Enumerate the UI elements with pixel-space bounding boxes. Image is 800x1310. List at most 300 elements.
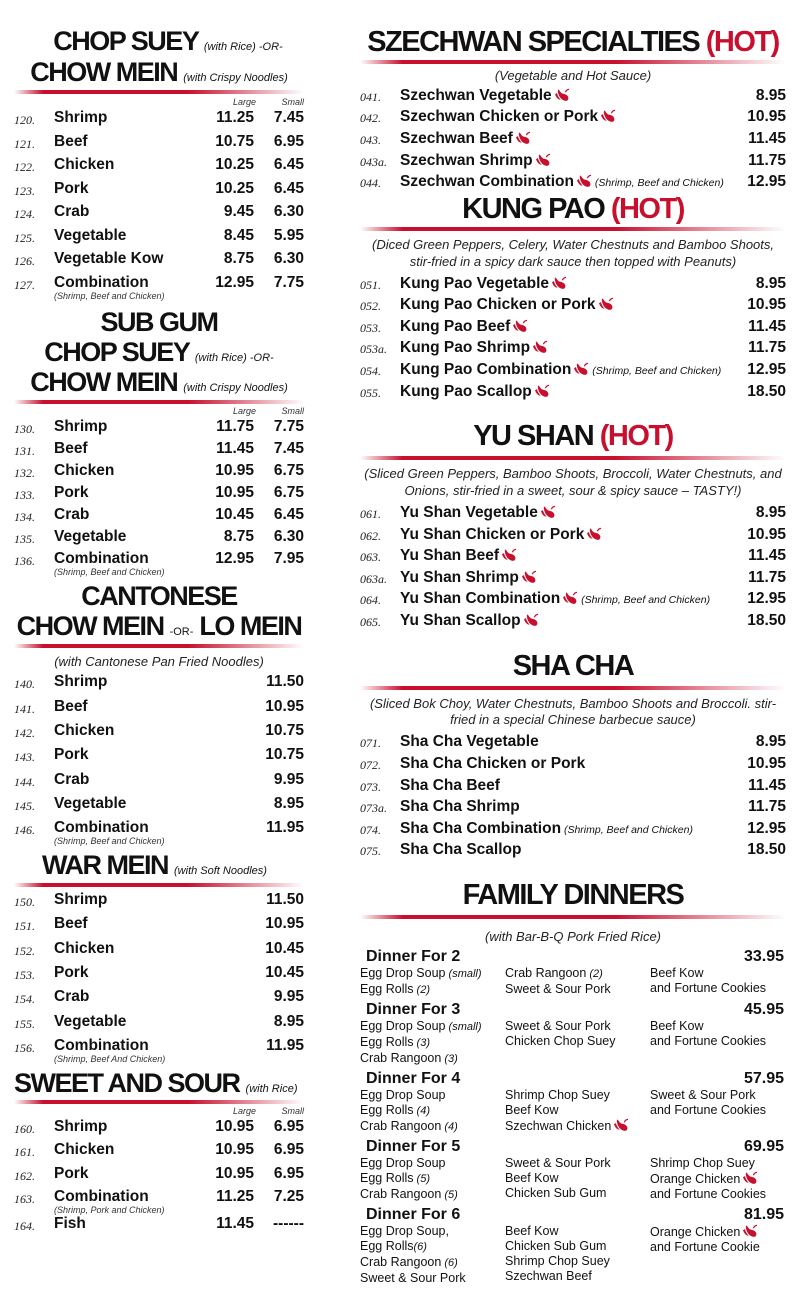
dinner-item-text: Shrimp Chop Suey [505,1253,610,1268]
item-number: 162. [14,1168,35,1183]
dinner-item-text: and Fortune Cookies [650,1102,767,1117]
sweet-sour-title: SWEET AND SOUR [14,1067,240,1098]
szechwan-title: SZECHWAN SPECIALTIES [367,26,700,58]
large-price: 10.95 [215,1117,254,1135]
item-number: 164. [14,1219,35,1234]
dinner-item [650,1187,786,1202]
menu-item-row [14,133,304,157]
item-number: 075. [360,844,381,859]
menu-item-row [360,296,786,318]
dinner-item-text: and Fortune Cookies [650,980,767,995]
item-number: 041. [360,89,381,104]
item-price: 11.75 [748,798,786,816]
dinner-column [650,966,786,998]
item-name-text: Combination [54,1036,149,1054]
item-name-text: Yu Shan Shrimp [400,568,519,586]
item-name-text: Pork [54,964,89,982]
dinner-item-text: Shrimp Chop Suey [505,1087,610,1102]
item-price: 18.50 [747,382,786,400]
menu-item-row [360,755,786,777]
item-price: 8.95 [273,1012,304,1030]
item-name [54,484,198,502]
item-name [400,733,730,751]
menu-item-row [14,528,304,550]
small-price: 7.95 [273,549,304,567]
sweet-sour-note: (with Rice) [245,1082,298,1095]
dinner-item: Egg Drop Soup (small) [360,1018,482,1033]
item-name [54,1165,198,1183]
item-name-text: Kung Pao Vegetable [400,274,550,292]
menu-item-row [14,180,304,204]
dinner-name: Dinner For 6 [366,1205,461,1223]
large-price: 11.75 [216,417,254,435]
dinner-price: 81.95 [743,1205,784,1223]
item-name [54,722,248,740]
item-name-text: Sha Cha Chicken or Pork [400,754,586,772]
item-number: 140. [14,677,35,692]
dinner-header [360,1070,786,1088]
family-dinner [360,1206,786,1286]
small-price: 7.45 [273,109,304,126]
menu-item-row [14,891,304,915]
menu-item-row [14,722,304,746]
dinner-item: Crab Rangoon (3) [360,1050,458,1065]
dinner-name: Dinner For 4 [366,1069,461,1087]
dinner-item-text: Egg Drop Soup [360,1155,446,1170]
item-price: 10.45 [265,964,304,982]
item-price: 8.95 [755,503,786,521]
item-number: 065. [360,614,381,629]
small-price: ------ [273,1215,304,1233]
family-dinner [360,1138,786,1203]
dinner-header [360,948,786,966]
dinner-item: Egg Drop Soup (small) [360,965,482,980]
menu-item-row [360,504,786,526]
item-name [400,798,730,816]
item-number: 131. [14,443,35,458]
large-price: 10.95 [215,461,254,479]
sha-cha-title: SHA CHA [512,649,634,682]
item-number: 133. [14,487,35,502]
item-number: 063a. [360,571,387,586]
small-price: 6.30 [273,203,304,220]
dinner-item-text: Chicken Chop Suey [505,1033,616,1048]
sub-gum-chop-suey-note: (with Rice) -OR- [194,351,274,364]
dinner-column [505,966,650,998]
dinner-name: Dinner For 5 [366,1137,461,1155]
item-price: 11.45 [748,130,786,148]
dinner-item: Egg Rolls (4) [360,1102,430,1117]
item-name-text: Yu Shan Vegetable [400,503,538,521]
family-dinner [360,948,786,998]
dinner-header [360,1206,786,1224]
large-price: 11.45 [216,1215,254,1233]
small-price: 6.95 [273,1117,304,1135]
item-number: 052. [360,299,381,314]
menu-item-row [360,526,786,548]
menu-item-row [360,733,786,755]
dinner-item [505,1186,650,1201]
or-label: -OR- [169,625,194,638]
item-name [54,988,248,1006]
item-name [400,820,730,838]
item-name-text: Vegetable Kow [54,250,164,267]
large-price: 10.95 [215,1164,254,1182]
sweet-sour-list [14,1118,304,1239]
item-name-text: Kung Pao Chicken or Pork [400,296,596,314]
item-price: 8.95 [755,733,786,751]
dinner-item: Crab Rangoon (2) [505,965,603,980]
item-name-text: Szechwan Beef [400,130,513,148]
item-number: 054. [360,364,381,379]
item-number: 062. [360,528,381,543]
large-price: 9.45 [223,203,254,220]
item-name-text: Crab [54,770,90,788]
chili-pepper-icon [555,88,570,102]
dinner-header [360,1138,786,1156]
item-price: 12.95 [747,361,786,379]
large-price: 11.25 [216,1188,254,1206]
item-name-text: Szechwan Combination [400,173,574,191]
item-name [54,418,198,436]
item-name-text: Yu Shan Combination [400,590,561,608]
large-label: Large [232,1105,256,1116]
item-name-text: Szechwan Chicken or Pork [400,108,599,126]
item-name-text: Vegetable [54,527,127,545]
small-price: 6.75 [273,483,304,501]
chili-pepper-icon [522,570,537,584]
item-name [54,746,248,764]
item-number: 163. [14,1192,35,1207]
dinner-item [650,1034,786,1049]
item-name-text: Combination [54,819,149,837]
menu-item-row [14,440,304,462]
item-number: 144. [14,774,35,789]
dinner-item [505,1019,650,1034]
item-name [54,156,198,174]
dinner-price: 33.95 [743,947,784,965]
dinner-item-text: and Fortune Cookies [650,1186,767,1201]
item-price: 10.95 [747,108,786,126]
item-name [54,203,198,221]
item-number: 143. [14,750,35,765]
item-subtext: (Shrimp, Beef and Chicken) [54,836,165,847]
item-number: 043a. [360,154,387,169]
dinner-column [360,1019,505,1067]
chili-pepper-icon [524,613,539,627]
dinner-item [360,1156,505,1171]
dinner-item [505,1034,650,1049]
dinner-price: 57.95 [743,1069,784,1087]
sub-gum-chow-mein-title: CHOW MEIN [30,366,178,397]
item-name [54,771,248,789]
item-name [54,891,248,909]
dinner-items [360,966,786,998]
item-number: 055. [360,385,381,400]
menu-item-row [14,1141,304,1165]
dinner-column [505,1224,650,1286]
chow-mein-note: (with Crispy Noodles) [183,72,288,84]
item-price: 12.95 [747,819,786,837]
item-name-text: Combination [54,273,149,291]
item-number: 132. [14,465,35,480]
item-number: 074. [360,822,381,837]
menu-item-row [14,1013,304,1037]
small-price: 7.75 [273,273,304,291]
dinner-item [650,966,786,981]
item-name [54,819,248,846]
item-name-text: Vegetable [54,794,127,812]
item-number: 073a. [360,801,387,816]
large-price: 10.25 [215,156,254,173]
small-label: Small [281,405,304,416]
large-price: 10.25 [215,179,254,197]
war-mein-list [14,891,304,1064]
menu-item-row [360,108,786,130]
menu-item-row [14,550,304,577]
dinner-column [650,1019,786,1067]
item-name [400,526,730,544]
item-name [54,673,248,691]
small-price: 7.75 [273,417,304,435]
item-price: 9.95 [273,770,304,788]
dinner-item [650,1224,786,1240]
menu-item-row [360,318,786,340]
menu-item-row [360,130,786,152]
item-number: 063. [360,550,381,565]
chili-pepper-icon [614,1118,629,1132]
menu-item-row [360,569,786,591]
menu-item-row [14,109,304,133]
item-name [400,87,730,105]
item-name [400,318,730,336]
dinner-item [650,1156,786,1171]
dinner-items [360,1156,786,1203]
menu-item-row [14,698,304,722]
item-name [54,698,248,716]
menu-item-row [14,156,304,180]
large-price: 10.95 [215,483,254,501]
yu-shan-list [360,504,786,634]
dinner-item: Egg Rolls(6) [360,1238,427,1253]
chili-pepper-icon [541,505,556,519]
item-number: 073. [360,779,381,794]
dinner-item-text: Chicken Sub Gum [505,1185,607,1200]
item-name [400,339,730,357]
item-name-text: Crab [54,988,90,1006]
chop-suey-title: CHOP SUEY [53,26,198,56]
dinner-column [650,1224,786,1286]
dinner-item [360,1088,505,1103]
dinner-name: Dinner For 2 [366,947,461,965]
dinner-item-text: Orange Chicken [650,1224,741,1239]
menu-item-row [14,1165,304,1189]
menu-item-row [14,819,304,846]
dinner-item-text: Orange Chicken [650,1171,741,1186]
item-name-text: Pork [54,179,89,197]
dinner-item [650,1103,786,1118]
item-name [400,108,730,126]
dinner-item [505,1103,650,1118]
menu-item-row [14,771,304,795]
item-number: 134. [14,509,35,524]
item-name-text: Chicken [54,1141,115,1159]
menu-item-row [360,777,786,799]
item-price: 8.95 [273,794,304,812]
item-name-text: Szechwan Shrimp [400,151,533,169]
item-price: 11.45 [748,547,786,565]
dinner-item: Crab Rangoon (5) [360,1186,458,1201]
item-price: 10.95 [747,754,786,772]
item-name-text: Shrimp [54,417,108,435]
dinner-price: 45.95 [743,1000,784,1018]
item-name-text: Beef [54,439,88,457]
large-label: Large [232,405,256,416]
menu-item-row [14,746,304,770]
lo-mein-title: LO MEIN [199,610,302,641]
item-note: (Shrimp, Beef and Chicken) [589,365,722,378]
item-price: 11.95 [266,819,304,837]
dinner-item [505,1269,650,1284]
small-price: 6.95 [273,1164,304,1182]
item-name-text: Sha Cha Beef [400,776,500,794]
item-price: 11.50 [266,891,304,909]
dinner-item-text: Egg Drop Soup, [360,1223,449,1238]
menu-item-row [14,250,304,274]
kung-pao-desc: (Diced Green Peppers, Celery, Water Chestnuts and Bamboo Shoots, stir-fried in a spicy dark sauce then topped with Peanuts) [372,236,774,269]
dinner-column [360,966,505,998]
dinner-item-text: Szechwan Chicken [505,1118,612,1133]
menu-item-row [14,964,304,988]
dinner-item [505,982,650,997]
item-number: 124. [14,207,35,221]
sub-gum-chop-suey-title: CHOP SUEY [44,336,189,367]
large-price: 11.45 [216,439,254,457]
item-name [400,504,730,522]
large-price: 11.25 [216,109,254,126]
item-number: 156. [14,1040,35,1055]
chow-mein-title: CHOW MEIN [30,57,178,87]
menu-item-row [14,673,304,697]
item-number: 125. [14,230,35,245]
item-number: 155. [14,1016,35,1031]
dinner-header [360,1001,786,1019]
chili-pepper-icon [516,131,531,145]
menu-item-row [14,484,304,506]
item-name-text: Pork [54,483,89,501]
item-name-text: Yu Shan Scallop [400,611,521,629]
dinner-column [505,1019,650,1067]
item-name [400,590,730,608]
large-price: 10.45 [215,505,254,523]
dinner-column [360,1088,505,1135]
menu-item-row [360,87,786,109]
item-number: 130. [14,421,35,436]
war-mein-note: (with Soft Noodles) [174,865,267,878]
dinner-item: Egg Rolls (3) [360,1034,430,1049]
dinner-item-text: Szechwan Beef [505,1268,592,1283]
dinner-item-text: Sweet & Sour Pork [505,1018,611,1033]
chili-pepper-icon [574,362,589,376]
dinner-item-text: and Fortune Cookie [650,1239,760,1254]
hot-label: (HOT) [705,26,779,58]
chili-pepper-icon [743,1224,758,1238]
item-name-text: Shrimp [54,1117,108,1135]
yu-shan-title: YU SHAN [473,420,594,453]
item-name-text: Szechwan Vegetable [400,86,552,104]
item-name [54,1141,198,1159]
item-number: 142. [14,725,35,740]
family-dinners-list [360,948,786,1286]
item-name [400,152,730,170]
chili-pepper-icon [577,174,592,188]
item-name [54,180,198,198]
dinner-item [505,1254,650,1269]
small-price: 7.25 [273,1188,304,1206]
item-name-text: Chicken [54,721,115,739]
item-number: 161. [14,1145,35,1160]
item-price: 12.95 [747,173,786,191]
item-price: 11.75 [748,568,786,586]
kung-pao-title: KUNG PAO [462,192,605,225]
item-price: 11.50 [266,673,304,691]
sha-cha-desc: (Sliced Bok Choy, Water Chestnuts, Bamboo Shoots and Broccoli. stir-fried in a special Chinese barbecue sauce) [369,695,777,728]
item-name-text: Shrimp [54,891,108,909]
item-name [400,361,730,379]
item-name [54,1215,198,1233]
item-number: 053. [360,320,381,335]
menu-item-row [14,506,304,528]
small-price: 7.45 [273,439,304,457]
item-price: 12.95 [747,590,786,608]
menu-item-row [360,339,786,361]
cantonese-chow-mein-title: CHOW MEIN [16,610,164,641]
dinner-item-text: Sweet & Sour Pork [650,1087,756,1102]
item-name [54,1013,248,1031]
item-price: 18.50 [747,611,786,629]
item-number: 150. [14,895,35,910]
menu-item-row [360,590,786,612]
item-name [54,940,248,958]
small-price: 6.45 [273,156,304,173]
item-name-text: Combination [54,1188,149,1206]
item-price: 11.75 [748,339,786,357]
item-subtext: (Shrimp, Beef and Chicken) [54,290,165,301]
small-price: 5.95 [273,226,304,244]
small-label: Small [281,97,304,107]
item-name [54,274,198,301]
item-price: 10.95 [265,697,304,715]
family-dinner [360,1001,786,1067]
item-name [400,130,730,148]
dinner-items [360,1224,786,1286]
dinner-column [650,1156,786,1203]
item-note: (Shrimp, Beef and Chicken) [591,177,724,190]
item-name-text: Sha Cha Combination [400,819,562,837]
sub-gum-title: SUB GUM [100,306,218,337]
szechwan-list [360,87,786,195]
item-name [54,109,198,127]
item-number: 064. [360,593,381,608]
item-number: 043. [360,133,381,148]
chili-pepper-icon [563,591,578,605]
dinner-item-text: Beef Kow [650,965,704,980]
dinner-item [650,981,786,996]
item-number: 042. [360,111,381,126]
menu-item-row [360,798,786,820]
item-name [54,1188,198,1215]
large-price: 10.95 [215,1141,254,1159]
